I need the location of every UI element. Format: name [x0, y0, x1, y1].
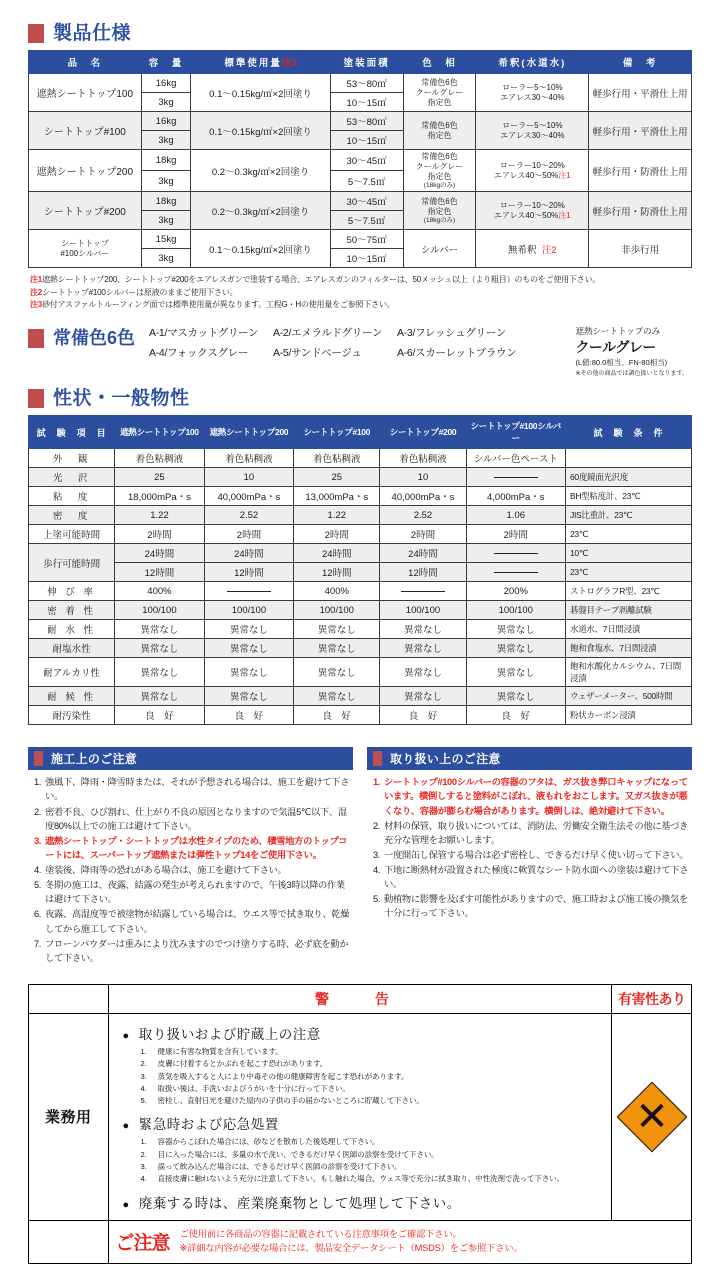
- table-row: [29, 74, 692, 93]
- prop-val-12-2: 異常なし: [294, 687, 380, 706]
- prop-val-1-0: 25: [115, 468, 205, 487]
- prop-cond-9: 水道水、7日間浸漬: [566, 620, 692, 639]
- prop-item-13: 耐汚染性: [29, 706, 115, 725]
- prop-val-10-0: 異常なし: [115, 639, 205, 658]
- final-note-line2: ※詳細な内容が必要な場合には、製品安全データシート（MSDS）をご参照下さい。: [179, 1243, 523, 1254]
- list-item: 4. 下地に断熱材が設置された極度に軟質なシート防水面への塗装は避けて下さい。: [372, 865, 689, 890]
- list-item: 5. 冬期の施工は、夜露、結露の発生が考えられますので、午後3時以降の作業は避けて下さい。: [33, 880, 345, 905]
- prop-val-5-3: 24時間: [380, 544, 466, 563]
- prop-th-p4: シートトップ#200: [380, 416, 466, 449]
- prop-item-4: 上塗可能時間: [29, 525, 115, 544]
- spec-remark-1: 軽歩行用・平滑仕上用: [589, 112, 692, 150]
- spec-volume-3-0: 18kg: [141, 192, 191, 211]
- cool-gray-name: クールグレー: [575, 339, 656, 356]
- prop-val-11-2: 異常なし: [294, 658, 380, 687]
- spec-remark-0: 軽歩行用・平滑仕上用: [589, 74, 692, 112]
- table-row: [29, 112, 692, 131]
- prop-val-12-3: 異常なし: [380, 687, 466, 706]
- prop-cond-5: 10℃: [566, 544, 692, 563]
- spec-area-3-1: 5～7.5㎡: [330, 211, 403, 230]
- spec-th-area: 塗装面積: [330, 51, 403, 74]
- spec-dilution-2: ローラー10～20% エアレス40～50%注1: [476, 150, 589, 192]
- spec-name-4: シートトップ #100シルバー: [29, 230, 142, 268]
- list-item: 4. 取扱い後は、手洗いおよびうがいを十分に行って下さい。: [140, 1083, 350, 1093]
- spec-th-volume: 容 量: [141, 51, 191, 74]
- prop-val-9-1: 異常なし: [204, 620, 294, 639]
- table-row: [29, 468, 692, 487]
- prop-val-8-3: 100/100: [380, 601, 466, 620]
- prop-item-0: 外 観: [29, 449, 115, 468]
- prop-val-13-3: 良 好: [380, 706, 466, 725]
- section-title-colors: 常備色6色: [53, 328, 136, 349]
- prop-val-7-0: 400%: [115, 582, 205, 601]
- table-row: [29, 620, 692, 639]
- prop-val-8-4: 100/100: [466, 601, 565, 620]
- prop-item-10: 耐塩水性: [29, 639, 115, 658]
- list-item: 2. 密着不良、ひび割れ、仕上がり不良の原因となりますので気温5℃以下、湿度80%以上での施工は避けて下さい。: [33, 806, 347, 831]
- list-item: 4. 直接皮膚に触れないよう充分に注意して下さい。もし触れた場合、ウェス等で充分に拭き取り、中性洗剤で洗って下さい。: [140, 1174, 564, 1184]
- warning-group1-head: ● 取り扱いおよび貯蔵上の注意: [122, 1026, 321, 1042]
- spec-dilution-3: ローラー10～20% エアレス40～50%注1: [476, 192, 589, 230]
- hazard-symbol-cell: [612, 1013, 692, 1220]
- list-item: 3. 蒸気を吸入すると人により中毒その他の健康障害を起こす恐れがあります。: [140, 1071, 409, 1081]
- spec-area-2-1: 5～7.5㎡: [330, 171, 403, 192]
- color-list: [149, 325, 521, 365]
- prop-cond-7: ストログラフR型、23℃: [566, 582, 692, 601]
- caution-body-construction: [28, 770, 353, 965]
- prop-item-3: 密 度: [29, 506, 115, 525]
- cool-gray-callout: [575, 325, 692, 377]
- spec-th-color: 色 相: [403, 51, 476, 74]
- prop-item-8: 密 着 性: [29, 601, 115, 620]
- table-row: [29, 449, 692, 468]
- section-heading-spec: [28, 24, 692, 43]
- spec-name-0: 遮熱シートトップ100: [29, 74, 142, 112]
- prop-th-p3: シートトップ#100: [294, 416, 380, 449]
- table-row: [29, 639, 692, 658]
- spec-dilution-0: ローラー5～10% エアレス30～40%: [476, 74, 589, 112]
- prop-val-11-4: 異常なし: [466, 658, 565, 687]
- spec-color-4: シルバー: [403, 230, 476, 268]
- standard-colors-section: [28, 325, 692, 377]
- prop-val-0-2: 着色粘稠液: [294, 449, 380, 468]
- prop-val-0-1: 着色粘稠液: [204, 449, 294, 468]
- prop-val-13-0: 良 好: [115, 706, 205, 725]
- warning-group1-list: [123, 1046, 608, 1107]
- warning-main-content: [108, 1013, 612, 1220]
- warning-table: [28, 984, 692, 1264]
- spec-color-0: 常備色6色 クールグレー 指定色: [403, 74, 476, 112]
- warning-group2-head: ● 緊急時および応急処置: [122, 1117, 279, 1133]
- spec-remark-4: 非歩行用: [589, 230, 692, 268]
- section-heading-colors: [28, 325, 135, 348]
- heading-marker-icon: [28, 389, 44, 408]
- prop-val-4-3: 2時間: [380, 525, 466, 544]
- prop-val-4-4: 2時間: [466, 525, 565, 544]
- prop-val-7-4: 200%: [466, 582, 565, 601]
- prop-val-1-2: 25: [294, 468, 380, 487]
- spec-volume-4-1: 3kg: [141, 249, 191, 268]
- prop-table-header-row: [29, 416, 692, 449]
- spec-volume-1-0: 16kg: [141, 112, 191, 131]
- color-item: A-5/サンドベージュ: [273, 347, 362, 360]
- spec-area-0-0: 53～80㎡: [330, 74, 403, 93]
- prop-val-8-1: 100/100: [204, 601, 294, 620]
- spec-note-1: 注1遮熱シートトップ200、シートトップ#200をエアレスガンで塗装する場合、エアレスガンのフィルターは、50メッシュ以上（より粗目）のものをご使用下さい。: [30, 275, 601, 285]
- prop-val-9-4: 異常なし: [466, 620, 565, 639]
- prop-item-2: 粘 度: [29, 487, 115, 506]
- cool-gray-note: ※その他の商品では調色扱いとなります。: [575, 371, 688, 378]
- heading-marker-icon: [373, 751, 382, 766]
- warning-blank-cell-2: [29, 1220, 109, 1264]
- prop-cond-2: BH型粘度計、23℃: [566, 487, 692, 506]
- caution-header-construction: [28, 747, 353, 770]
- list-item: 1. 強風下、降雨・降雪時または、それが予想される場合は、施工を避けて下さい。: [33, 777, 350, 802]
- prop-item-1: 光 沢: [29, 468, 115, 487]
- heading-marker-icon: [34, 751, 43, 766]
- spec-color-2: 常備色6色 クールグレー 指定色 (18kgのみ): [403, 150, 476, 192]
- warning-content-row: [29, 1013, 692, 1220]
- final-note-lead: ご注意: [115, 1232, 170, 1254]
- prop-val-2-2: 13,000mPa・s: [294, 487, 380, 506]
- spec-area-4-0: 50～75㎡: [330, 230, 403, 249]
- prop-val-6-1: 12時間: [204, 563, 294, 582]
- list-item: 1. 容器からこぼれた場合には、砂などを散布した後処理して下さい。: [140, 1137, 380, 1147]
- warning-header-row: [29, 984, 692, 1013]
- prop-val-6-4: [466, 563, 565, 582]
- prop-val-0-4: シルバー色ペースト: [466, 449, 565, 468]
- spec-color-3: 常備色6色 指定色 (18kgのみ): [403, 192, 476, 230]
- prop-val-1-4: [466, 468, 565, 487]
- table-row: [29, 544, 692, 563]
- prop-val-5-2: 24時間: [294, 544, 380, 563]
- prop-val-9-3: 異常なし: [380, 620, 466, 639]
- table-row: [29, 582, 692, 601]
- spec-usage-4: 0.1～0.15kg/㎡×2回塗り: [191, 230, 330, 268]
- list-item: 2. 材料の保管、取り扱いについては、消防法、労働安全衛生法その他に基づき充分な管理をお願いします。: [372, 820, 689, 845]
- caution-body-handling: [367, 770, 692, 920]
- caution-box-construction: [28, 747, 353, 966]
- spec-usage-1: 0.1～0.15kg/㎡×2回塗り: [191, 112, 330, 150]
- prop-val-7-1: [204, 582, 294, 601]
- prop-th-cond: 試 験 条 件: [566, 416, 692, 449]
- list-item: 3. 一度開缶し保管する場合は必ず密栓し、できるだけ早く使い切って下さい。: [372, 849, 689, 860]
- heading-marker-icon: [28, 329, 44, 348]
- spec-remark-3: 軽歩行用・防滑仕上用: [589, 192, 692, 230]
- list-item: 5. 密栓し、直射日光を避けた屋内の子供の手の届かないところに貯蔵して下さい。: [140, 1096, 424, 1106]
- spec-th-dilution: 希釈(水道水): [476, 51, 589, 74]
- prop-val-12-1: 異常なし: [204, 687, 294, 706]
- table-row: [29, 230, 692, 249]
- prop-cond-4: 23℃: [566, 525, 692, 544]
- warning-final-row: [29, 1220, 692, 1264]
- prop-cond-13: 粉状カーボン浸漬: [566, 706, 692, 725]
- spec-volume-0-1: 3kg: [141, 93, 191, 112]
- list-item: 1. 健康に有害な物質を含有しています。: [140, 1046, 283, 1056]
- list-item: 5. 動植物に影響を及ぼす可能性がありますので、施工時および施工後の換気を十分に行って下さい。: [372, 894, 689, 919]
- prop-val-13-2: 良 好: [294, 706, 380, 725]
- spec-name-2: 遮熱シートトップ200: [29, 150, 142, 192]
- prop-val-1-3: 10: [380, 468, 466, 487]
- prop-cond-8: 碁盤目テープ剥離試験: [566, 601, 692, 620]
- heading-marker-icon: [28, 24, 44, 43]
- bullet-icon: ●: [122, 1198, 130, 1211]
- spec-dilution-1: ローラー5～10% エアレス30～40%: [476, 112, 589, 150]
- table-row: [29, 506, 692, 525]
- prop-cond-11: 飽和水酸化カルシウム、7日間浸漬: [566, 658, 692, 687]
- table-row: [29, 525, 692, 544]
- table-row: [29, 687, 692, 706]
- warning-blank-cell: [29, 984, 109, 1013]
- list-item: 4. 塗装後、降雨等の恐れがある場合は、施工を避けて下さい。: [33, 865, 287, 876]
- prop-val-6-3: 12時間: [380, 563, 466, 582]
- spec-volume-2-1: 3kg: [141, 171, 191, 192]
- color-row-1: [149, 325, 521, 340]
- spec-area-1-0: 53～80㎡: [330, 112, 403, 131]
- warning-group3-head: ● 廃棄する時は、産業廃棄物として処理して下さい。: [122, 1195, 461, 1211]
- warning-title: 警 告: [108, 984, 612, 1013]
- prop-val-11-3: 異常なし: [380, 658, 466, 687]
- prop-item-11: 耐アルカリ性: [29, 658, 115, 687]
- color-item: A-3/フレッシュグリーン: [397, 327, 506, 340]
- prop-val-9-2: 異常なし: [294, 620, 380, 639]
- spec-volume-2-0: 18kg: [141, 150, 191, 171]
- prop-item-5: 歩行可能時間: [29, 544, 115, 582]
- list-item: 3. 誤って飲み込んだ場合には、できるだけ早く医師の診察を受けて下さい。: [140, 1162, 402, 1172]
- harmful-x-icon: ✕: [616, 1081, 687, 1152]
- final-note-line1: ご使用前に各商品の容器に記載されている注意事項をご確認下さい。: [179, 1228, 462, 1239]
- prop-val-0-0: 着色粘稠液: [115, 449, 205, 468]
- final-note-lines: [180, 1227, 523, 1257]
- spec-dilution-4: 無希釈 注2: [476, 230, 589, 268]
- prop-val-2-4: 4,000mPa・s: [466, 487, 565, 506]
- prop-val-7-2: 400%: [294, 582, 380, 601]
- caution-header-handling: [367, 747, 692, 770]
- list-item: 2. 皮膚に付着するとかぶれを起こす恐れがあります。: [140, 1059, 327, 1069]
- prop-val-2-1: 40,000mPa・s: [204, 487, 294, 506]
- spec-note-2: 注2シートトップ#100シルバーは原液のままご使用下さい。: [30, 287, 238, 297]
- prop-val-3-0: 1.22: [115, 506, 205, 525]
- table-row: [29, 658, 692, 687]
- warning-group2-list: [123, 1136, 608, 1185]
- prop-val-1-1: 10: [204, 468, 294, 487]
- prop-val-5-0: 24時間: [115, 544, 205, 563]
- spec-area-1-1: 10～15㎡: [330, 131, 403, 150]
- list-item: 2. 目に入った場合には、多量の水で洗い、できるだけ早く医師の診察を受けて下さい。: [140, 1149, 439, 1159]
- prop-val-5-1: 24時間: [204, 544, 294, 563]
- spec-usage-2: 0.2～0.3kg/㎡×2回塗り: [191, 150, 330, 192]
- spec-th-usage: 標準使用量注3: [191, 51, 330, 74]
- bullet-icon: ●: [122, 1029, 130, 1042]
- table-row: [29, 487, 692, 506]
- cool-gray-value: (L値:80.0相当、FN-80相当): [575, 358, 668, 368]
- prop-val-7-3: [380, 582, 466, 601]
- spec-area-2-0: 30～45㎡: [330, 150, 403, 171]
- spec-th-name: 品 名: [29, 51, 142, 74]
- prop-th-p5: シートトップ#100シルバー: [466, 416, 565, 449]
- spec-area-4-1: 10～15㎡: [330, 249, 403, 268]
- spec-th-remark: 備 考: [589, 51, 692, 74]
- prop-val-12-4: 異常なし: [466, 687, 565, 706]
- prop-val-0-3: 着色粘稠液: [380, 449, 466, 468]
- list-item: 6. 夜露、高湿度等で被塗物が結露している場合は、ウエス等で拭き取り、乾燥してから施工して下さい。: [33, 909, 350, 934]
- prop-item-12: 耐 候 性: [29, 687, 115, 706]
- color-item: A-6/スカーレットブラウン: [397, 347, 517, 360]
- prop-val-3-4: 1.06: [466, 506, 565, 525]
- spec-name-1: シートトップ#100: [29, 112, 142, 150]
- prop-val-11-1: 異常なし: [204, 658, 294, 687]
- prop-cond-3: JIS比重計、23℃: [566, 506, 692, 525]
- spec-area-0-1: 10～15㎡: [330, 93, 403, 112]
- spec-th-usage-note: 注3: [281, 58, 297, 69]
- spec-volume-3-1: 3kg: [141, 211, 191, 230]
- color-row-2: [149, 345, 521, 360]
- prop-val-3-2: 1.22: [294, 506, 380, 525]
- spec-table-notes: [30, 274, 692, 311]
- section-heading-props: [28, 389, 692, 408]
- caution-title-handling: 取り扱い上のご注意: [390, 752, 501, 767]
- prop-th-p1: 遮熱シートトップ100: [115, 416, 205, 449]
- prop-val-6-2: 12時間: [294, 563, 380, 582]
- spec-volume-1-1: 3kg: [141, 131, 191, 150]
- properties-table: [28, 415, 692, 725]
- prop-val-11-0: 異常なし: [115, 658, 205, 687]
- list-item: 1. シートトップ#100シルバーの容器のフタは、ガス抜き弊口キャップになっています。横倒しすると塗料がこぼれ、液もれをおこします。又ガス抜きが悪くなり、容器が膨らむ場合があります。横倒しは、絶対避けて下さい。: [372, 777, 688, 816]
- prop-val-4-2: 2時間: [294, 525, 380, 544]
- spec-note-3: 注3砂付アスファルトルーフィング面では標準使用量が異なります。工程G・Hの使用量をご参照下さい。: [30, 299, 395, 309]
- spec-remark-2: 軽歩行用・防滑仕上用: [589, 150, 692, 192]
- prop-val-10-3: 異常なし: [380, 639, 466, 658]
- prop-val-13-4: 良 好: [466, 706, 565, 725]
- spec-color-1: 常備色6色 指定色: [403, 112, 476, 150]
- spec-usage-0: 0.1～0.15kg/㎡×2回塗り: [191, 74, 330, 112]
- product-spec-table: [28, 50, 692, 268]
- section-title-spec: 製品仕様: [53, 23, 132, 44]
- caution-title-construction: 施工上のご注意: [51, 752, 138, 767]
- warning-use-label: 業務用: [29, 1013, 109, 1220]
- prop-val-13-1: 良 好: [204, 706, 294, 725]
- prop-val-9-0: 異常なし: [115, 620, 205, 639]
- spec-usage-3: 0.2～0.3kg/㎡×2回塗り: [191, 192, 330, 230]
- spec-name-3: シートトップ#200: [29, 192, 142, 230]
- prop-val-3-1: 2.52: [204, 506, 294, 525]
- final-note-cell: [108, 1220, 691, 1264]
- prop-val-10-4: 異常なし: [466, 639, 565, 658]
- prop-val-4-0: 2時間: [115, 525, 205, 544]
- color-item: A-2/エメラルドグリーン: [273, 327, 383, 340]
- prop-cond-0: [566, 449, 692, 468]
- prop-cond-1: 60度鏡面光沢度: [566, 468, 692, 487]
- table-row: [29, 563, 692, 582]
- warning-harm-label: 有害性あり: [612, 984, 692, 1013]
- color-item: A-1/マスカットグリーン: [149, 327, 259, 340]
- prop-val-5-4: [466, 544, 565, 563]
- table-row: [29, 150, 692, 171]
- prop-val-12-0: 異常なし: [115, 687, 205, 706]
- prop-val-2-3: 40,000mPa・s: [380, 487, 466, 506]
- prop-val-10-1: 異常なし: [204, 639, 294, 658]
- spec-volume-4-0: 15kg: [141, 230, 191, 249]
- bullet-icon: ●: [122, 1120, 130, 1133]
- prop-th-item: 試 験 項 目: [29, 416, 115, 449]
- spec-area-3-0: 30～45㎡: [330, 192, 403, 211]
- list-item: 7. フローンパウダーは重みにより沈みますのでつけ塗りする時、必ず底を動かして下さい。: [33, 938, 349, 963]
- prop-val-4-1: 2時間: [204, 525, 294, 544]
- prop-val-10-2: 異常なし: [294, 639, 380, 658]
- caution-boxes: [28, 747, 692, 966]
- table-row: [29, 706, 692, 725]
- cool-gray-scope: 遮熱シートトップのみ: [575, 326, 661, 337]
- prop-item-9: 耐 水 性: [29, 620, 115, 639]
- spec-table-header-row: [29, 51, 692, 74]
- spec-volume-0-0: 16kg: [141, 74, 191, 93]
- prop-val-6-0: 12時間: [115, 563, 205, 582]
- prop-val-8-2: 100/100: [294, 601, 380, 620]
- prop-cond-6: 23℃: [566, 563, 692, 582]
- list-item: 3. 遮熱シートトップ・シートトップは水性タイプのため、積雪地方のトップコートには、スーパートップ遮熱または弾性トップ14をご使用下さい。: [33, 835, 348, 860]
- prop-val-2-0: 18,000mPa・s: [115, 487, 205, 506]
- prop-cond-12: ウェザーメーター、500時間: [566, 687, 692, 706]
- prop-val-3-3: 2.52: [380, 506, 466, 525]
- table-row: [29, 601, 692, 620]
- prop-th-p2: 遮熱シートトップ200: [204, 416, 294, 449]
- table-row: [29, 192, 692, 211]
- caution-box-handling: [367, 747, 692, 966]
- prop-val-8-0: 100/100: [115, 601, 205, 620]
- prop-item-7: 伸 び 率: [29, 582, 115, 601]
- section-title-props: 性状・一般物性: [53, 388, 190, 410]
- prop-cond-10: 飽和食塩水、7日間浸漬: [566, 639, 692, 658]
- color-item: A-4/フォックスグレー: [149, 347, 249, 360]
